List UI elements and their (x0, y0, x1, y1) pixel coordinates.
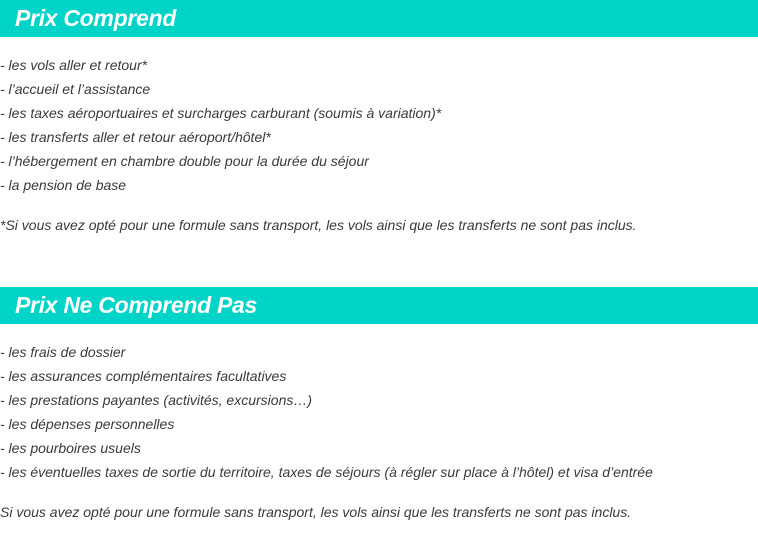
list-item: - l’accueil et l’assistance (0, 81, 151, 97)
excluded-section-title: Prix Ne Comprend Pas (15, 292, 257, 318)
list-item: - les taxes aéroportuaires et surcharges carburant (soumis à variation)* (0, 105, 442, 121)
excluded-items-list (0, 340, 653, 484)
list-item: - la pension de base (0, 177, 127, 193)
included-items-list (0, 53, 441, 197)
list-item: - les transferts aller et retour aéroport/hôtel* (0, 129, 271, 145)
list-item: - les frais de dossier (0, 344, 126, 360)
excluded-footnote: Si vous avez opté pour une formule sans transport, les vols ainsi que les transferts ne sont pas inclus. (0, 504, 632, 520)
list-item: - les assurances complémentaires facultatives (0, 368, 287, 384)
list-item: - les dépenses personnelles (0, 416, 175, 432)
excluded-section-header (0, 287, 758, 324)
list-item: - l’hébergement en chambre double pour la durée du séjour (0, 153, 369, 169)
included-section-title: Prix Comprend (15, 5, 176, 31)
included-footnote: *Si vous avez opté pour une formule sans transport, les vols ainsi que les transferts ne sont pas inclus. (0, 217, 637, 233)
list-item: - les pourboires usuels (0, 440, 141, 456)
included-section-header (0, 0, 758, 37)
list-item: - les vols aller et retour* (0, 57, 148, 73)
list-item: - les éventuelles taxes de sortie du territoire, taxes de séjours (à régler sur place à l’hôtel) et visa d’entrée (0, 464, 653, 480)
list-item: - les prestations payantes (activités, excursions…) (0, 392, 313, 408)
